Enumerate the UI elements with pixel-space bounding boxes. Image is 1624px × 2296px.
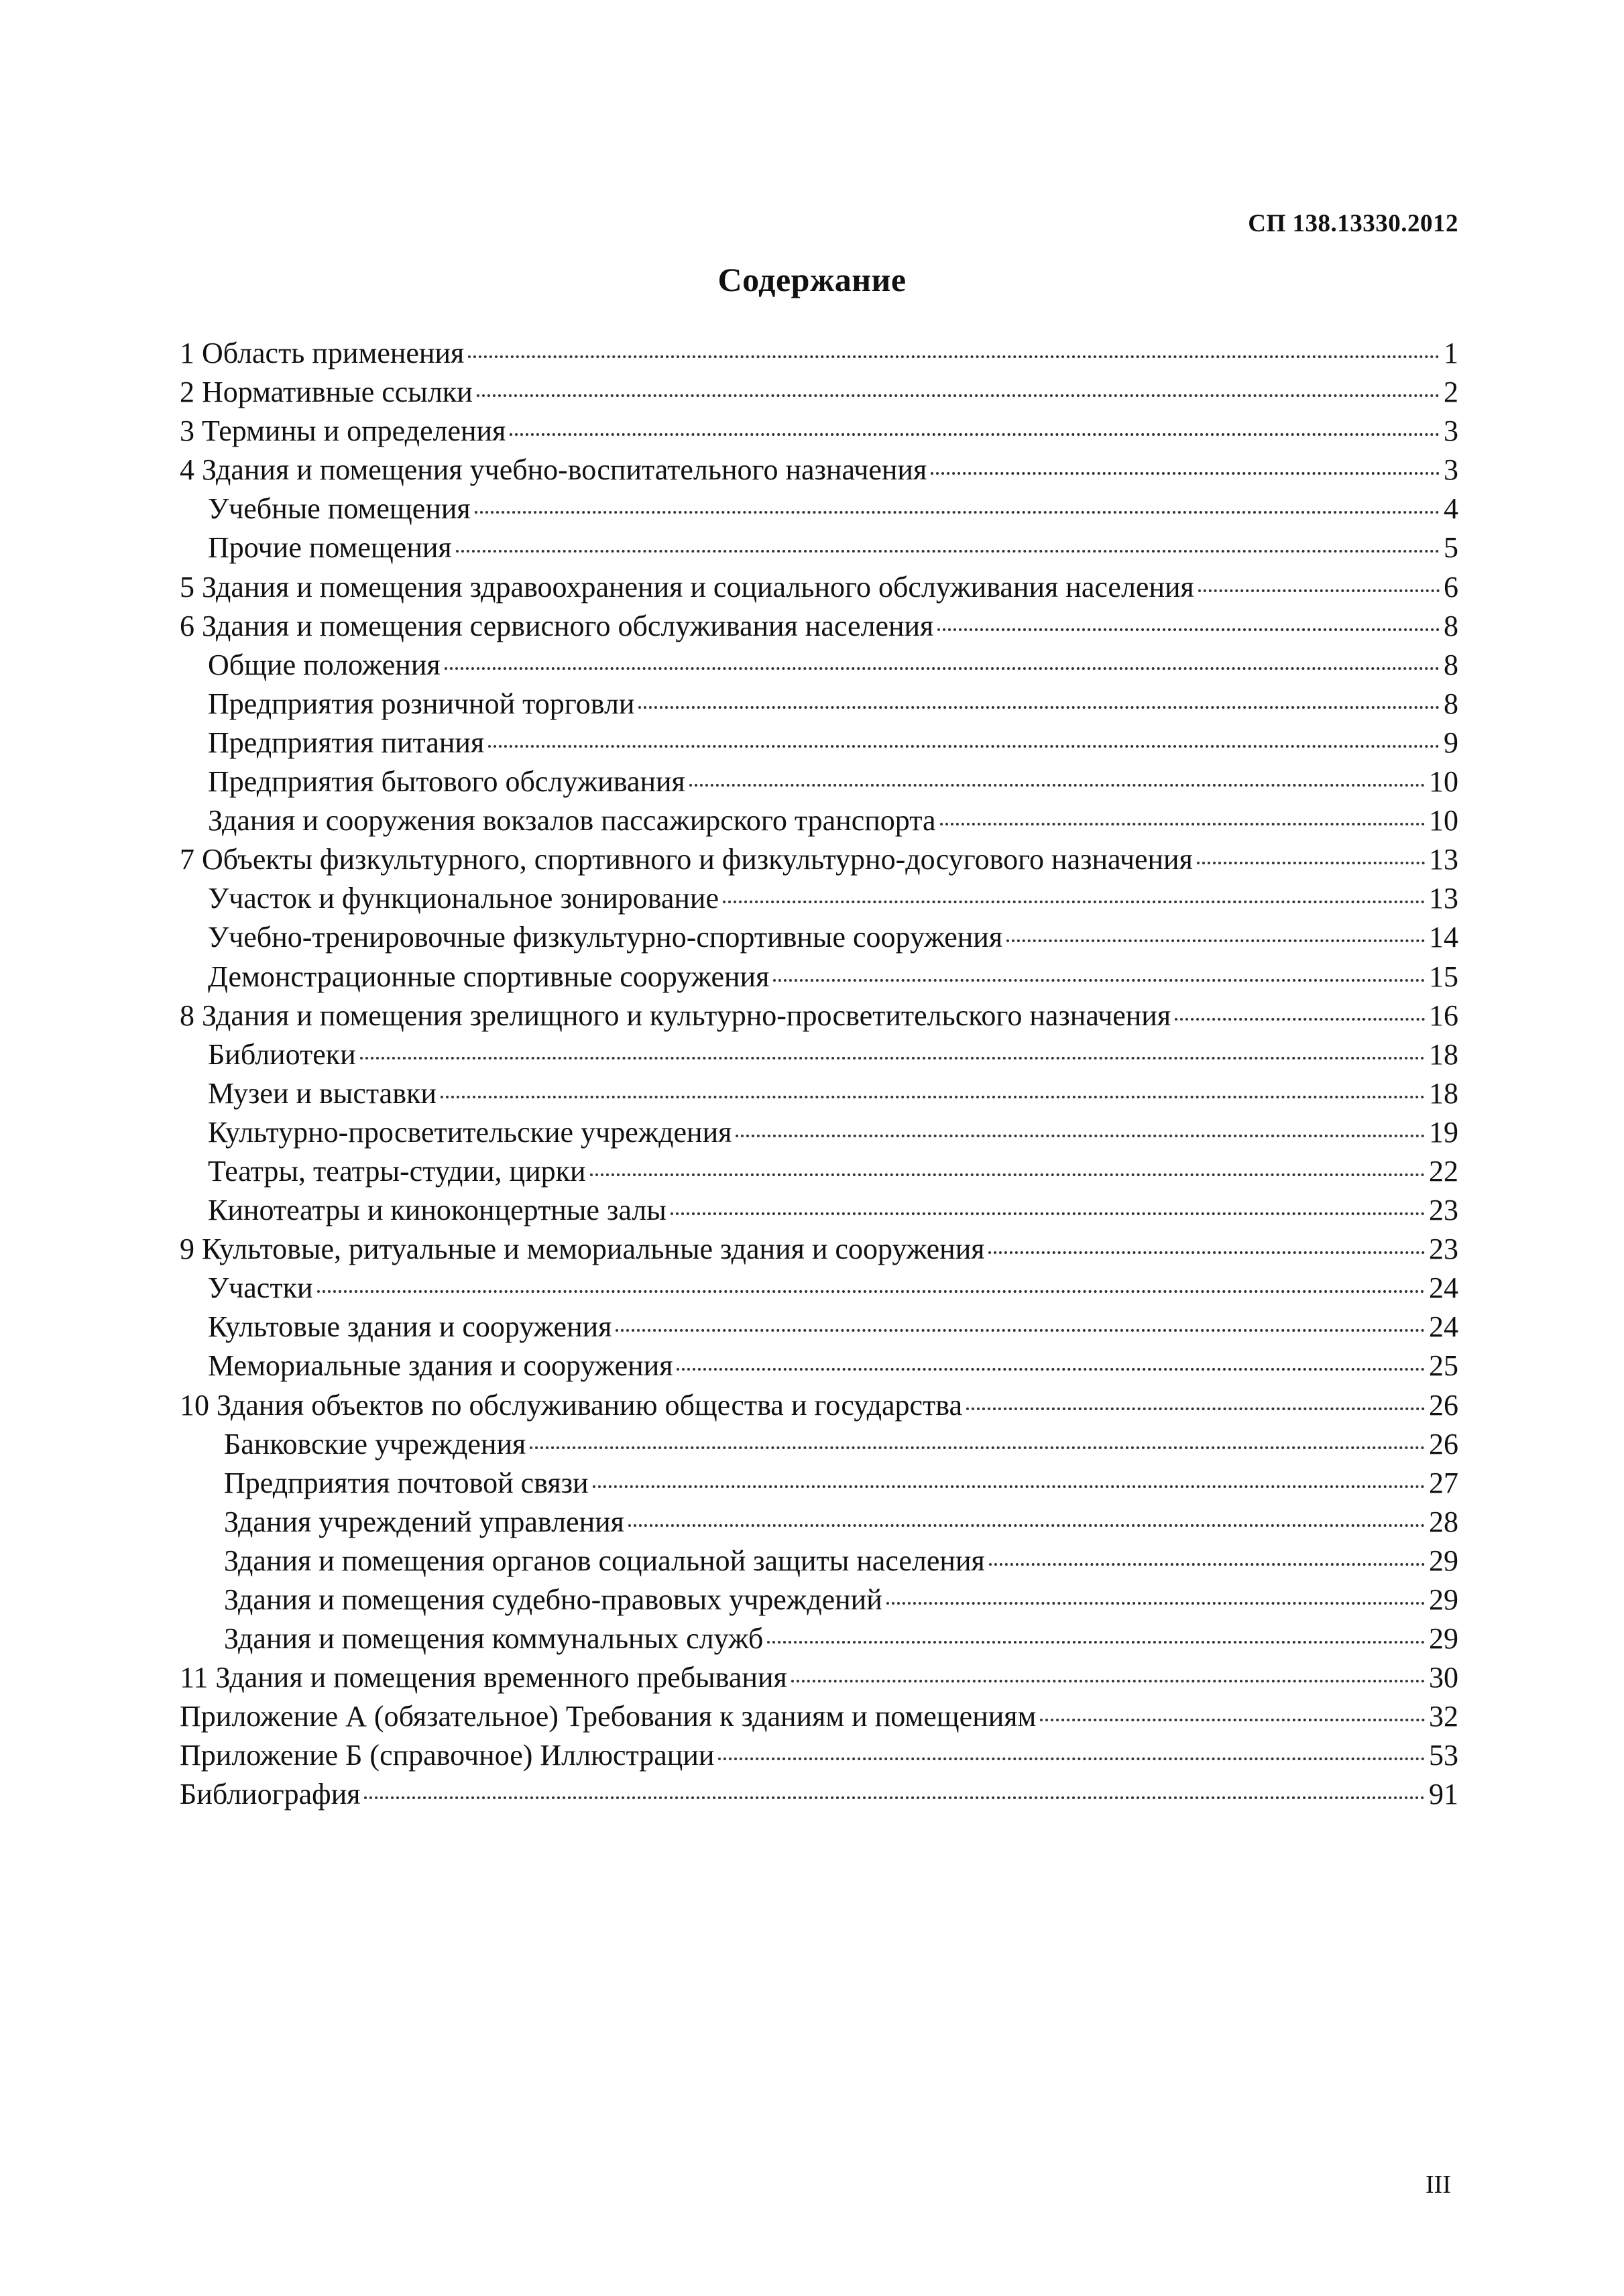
toc-entry-label: Банковские учреждения [224, 1427, 526, 1460]
dot-leader [468, 355, 1440, 358]
toc-entry-label: Музеи и выставки [208, 1076, 437, 1110]
toc-entry-page: 16 [1429, 998, 1458, 1032]
dot-leader [931, 472, 1440, 475]
dot-leader [886, 1602, 1425, 1605]
toc-entry-label: 6 Здания и помещения сервисного обслуживания населения [180, 609, 934, 642]
toc-entry [180, 1542, 1458, 1581]
page-number: III [1426, 2171, 1451, 2199]
toc-entry-page: 24 [1429, 1310, 1458, 1344]
toc-entry-page: 13 [1429, 882, 1458, 915]
toc-entry [180, 568, 1458, 607]
toc-entry-page: 8 [1444, 648, 1458, 681]
toc-entry-page: 5 [1444, 531, 1458, 565]
toc-entry-label: Предприятия питания [208, 726, 485, 759]
toc-entry-label: Приложение Б (справочное) Иллюстрации [180, 1739, 715, 1772]
dot-leader [616, 1329, 1425, 1332]
toc-entry [180, 451, 1458, 490]
toc-entry-label: Предприятия бытового обслуживания [208, 765, 685, 799]
dot-leader [671, 1212, 1425, 1215]
toc-entry [180, 1035, 1458, 1074]
toc-entry-label: Мемориальные здания и сооружения [208, 1349, 673, 1383]
toc-entry [180, 1775, 1458, 1814]
dot-leader [638, 706, 1440, 709]
toc-entry-page: 91 [1429, 1778, 1458, 1811]
dot-leader [593, 1485, 1425, 1488]
toc-entry-page: 25 [1429, 1349, 1458, 1383]
toc-entry-page: 26 [1429, 1388, 1458, 1422]
toc-entry-label: Общие положения [208, 648, 441, 681]
toc-entry [180, 1191, 1458, 1230]
toc-entry [180, 879, 1458, 918]
toc-entry-label: 1 Область применения [180, 337, 465, 369]
dot-leader [510, 433, 1440, 436]
dot-leader [689, 784, 1425, 787]
toc-entry-page: 8 [1444, 687, 1458, 720]
toc-entry-label: Здания учреждений управления [224, 1505, 624, 1538]
dot-leader [773, 979, 1425, 982]
dot-leader [966, 1408, 1425, 1410]
dot-leader [736, 1135, 1425, 1137]
toc-entry [180, 1230, 1458, 1269]
dot-leader [488, 745, 1440, 748]
toc-entry [180, 958, 1458, 996]
toc-entry-label: Предприятия почтовой связи [224, 1466, 589, 1499]
dot-leader [477, 394, 1440, 397]
toc-entry-page: 3 [1444, 453, 1458, 487]
toc-entry-label: 8 Здания и помещения зрелищного и культурно-просветительского назначения [180, 998, 1171, 1032]
toc-entry-label: 9 Культовые, ритуальные и мемориальные здания и сооружения [180, 1232, 985, 1266]
dot-leader [628, 1524, 1425, 1527]
toc-entry-page: 6 [1444, 570, 1458, 604]
toc-entry-page: 53 [1429, 1739, 1458, 1772]
dot-leader [988, 1251, 1425, 1254]
toc-entry-page: 8 [1444, 609, 1458, 642]
toc-entry-page: 9 [1444, 726, 1458, 759]
toc-entry [180, 1269, 1458, 1308]
toc-entry-page: 29 [1429, 1544, 1458, 1577]
toc-entry-page: 30 [1429, 1661, 1458, 1695]
toc-entry [180, 528, 1458, 567]
toc-entry-page: 27 [1429, 1466, 1458, 1499]
toc-entry [180, 840, 1458, 879]
dot-leader [937, 628, 1440, 631]
dot-leader [1198, 589, 1440, 592]
dot-leader [718, 1758, 1425, 1760]
toc-entry [180, 1619, 1458, 1658]
toc-entry-label: Приложение А (обязательное) Требования к зданиям и помещениям [180, 1700, 1037, 1733]
toc-entry-page: 14 [1429, 921, 1458, 954]
dot-leader [1175, 1018, 1425, 1021]
toc-entry-label: 4 Здания и помещения учебно-воспитательного назначения [180, 453, 927, 487]
table-of-contents [180, 334, 1458, 1815]
toc-entry-label: Культовые здания и сооружения [208, 1310, 612, 1344]
toc-entry-page: 10 [1429, 765, 1458, 799]
toc-entry-label: Здания и помещения судебно-правовых учреждений [224, 1583, 882, 1616]
toc-entry-label: 7 Объекты физкультурного, спортивного и физкультурно-досугового назначения [180, 843, 1193, 876]
dot-leader [1040, 1719, 1425, 1721]
toc-entry-page: 13 [1429, 843, 1458, 876]
toc-entry [180, 762, 1458, 801]
toc-entry-label: Театры, театры-студии, цирки [208, 1154, 586, 1188]
toc-entry-page: 26 [1429, 1427, 1458, 1460]
toc-entry-label: Здания и помещения коммунальных служб [224, 1622, 764, 1656]
toc-entry-page: 2 [1444, 376, 1458, 409]
toc-entry-page: 15 [1429, 960, 1458, 993]
dot-leader [475, 511, 1440, 514]
toc-entry [180, 373, 1458, 412]
dot-leader [590, 1173, 1425, 1176]
dot-leader [364, 1796, 1425, 1799]
toc-entry-page: 1 [1444, 337, 1458, 369]
toc-entry [180, 1503, 1458, 1542]
toc-entry-label: Участки [208, 1271, 313, 1305]
toc-entry-label: 11 Здания и помещения временного пребывания [180, 1661, 787, 1695]
toc-entry-page: 28 [1429, 1505, 1458, 1538]
dot-leader [317, 1290, 1426, 1293]
toc-entry [180, 490, 1458, 528]
toc-entry-page: 4 [1444, 492, 1458, 526]
dot-leader [1197, 862, 1425, 864]
toc-entry-label: Прочие помещения [208, 531, 452, 565]
toc-entry [180, 646, 1458, 685]
toc-entry [180, 1386, 1458, 1425]
toc-entry-label: 5 Здания и помещения здравоохранения и социального обслуживания населения [180, 570, 1194, 604]
toc-entry [180, 1697, 1458, 1736]
toc-entry [180, 801, 1458, 840]
toc-entry-label: Учебные помещения [208, 492, 471, 526]
dot-leader [723, 901, 1425, 903]
dot-leader [677, 1368, 1425, 1371]
toc-entry-page: 18 [1429, 1037, 1458, 1071]
toc-entry-label: Здания и сооружения вокзалов пассажирского транспорта [208, 804, 936, 838]
toc-entry-label: Культурно-просветительские учреждения [208, 1115, 732, 1149]
toc-entry [180, 1464, 1458, 1503]
toc-entry-label: Участок и функциональное зонирование [208, 882, 719, 915]
toc-entry-label: 2 Нормативные ссылки [180, 376, 473, 409]
toc-entry-label: Предприятия розничной торговли [208, 687, 635, 720]
toc-entry-page: 23 [1429, 1232, 1458, 1266]
toc-entry [180, 1346, 1458, 1385]
toc-entry-page: 29 [1429, 1583, 1458, 1616]
toc-entry-label: Кинотеатры и киноконцертные залы [208, 1194, 666, 1227]
toc-entry [180, 1425, 1458, 1464]
toc-entry [180, 918, 1458, 957]
toc-entry-label: 10 Здания объектов по обслуживанию общества и государства [180, 1388, 963, 1422]
toc-entry-label: Библиография [180, 1778, 361, 1811]
toc-entry [180, 1308, 1458, 1346]
page-title: Содержание [717, 261, 907, 298]
dot-leader [989, 1563, 1425, 1566]
toc-entry [180, 334, 1458, 373]
toc-entry-page: 18 [1429, 1076, 1458, 1110]
toc-entry [180, 1581, 1458, 1619]
toc-entry [180, 685, 1458, 724]
toc-entry-label: Демонстрационные спортивные сооружения [208, 960, 770, 993]
dot-leader [791, 1680, 1425, 1682]
toc-entry [180, 724, 1458, 762]
dot-leader [456, 550, 1440, 553]
dot-leader [441, 1096, 1425, 1098]
dot-leader [1006, 939, 1425, 942]
toc-entry [180, 1113, 1458, 1152]
toc-entry-page: 3 [1444, 414, 1458, 448]
dot-leader [940, 823, 1426, 825]
toc-entry-label: Здания и помещения органов социальной защиты населения [224, 1544, 985, 1577]
toc-entry [180, 607, 1458, 646]
toc-entry-page: 32 [1429, 1700, 1458, 1733]
toc-entry-page: 19 [1429, 1115, 1458, 1149]
toc-entry-page: 24 [1429, 1271, 1458, 1305]
dot-leader [445, 667, 1440, 670]
toc-entry [180, 1658, 1458, 1697]
toc-entry-page: 10 [1429, 804, 1458, 838]
document-code: СП 138.13330.2012 [1248, 210, 1458, 237]
toc-entry-page: 23 [1429, 1194, 1458, 1227]
toc-entry [180, 412, 1458, 451]
dot-leader [530, 1446, 1425, 1449]
toc-entry [180, 1736, 1458, 1775]
toc-entry [180, 996, 1458, 1035]
dot-leader [767, 1641, 1425, 1644]
toc-entry [180, 1074, 1458, 1113]
toc-entry-page: 22 [1429, 1154, 1458, 1188]
toc-entry-page: 29 [1429, 1622, 1458, 1656]
toc-entry-label: Учебно-тренировочные физкультурно-спортивные сооружения [208, 921, 1003, 954]
toc-entry-label: Библиотеки [208, 1037, 356, 1071]
toc-entry-label: 3 Термины и определения [180, 414, 506, 448]
dot-leader [360, 1057, 1425, 1059]
toc-entry [180, 1152, 1458, 1191]
